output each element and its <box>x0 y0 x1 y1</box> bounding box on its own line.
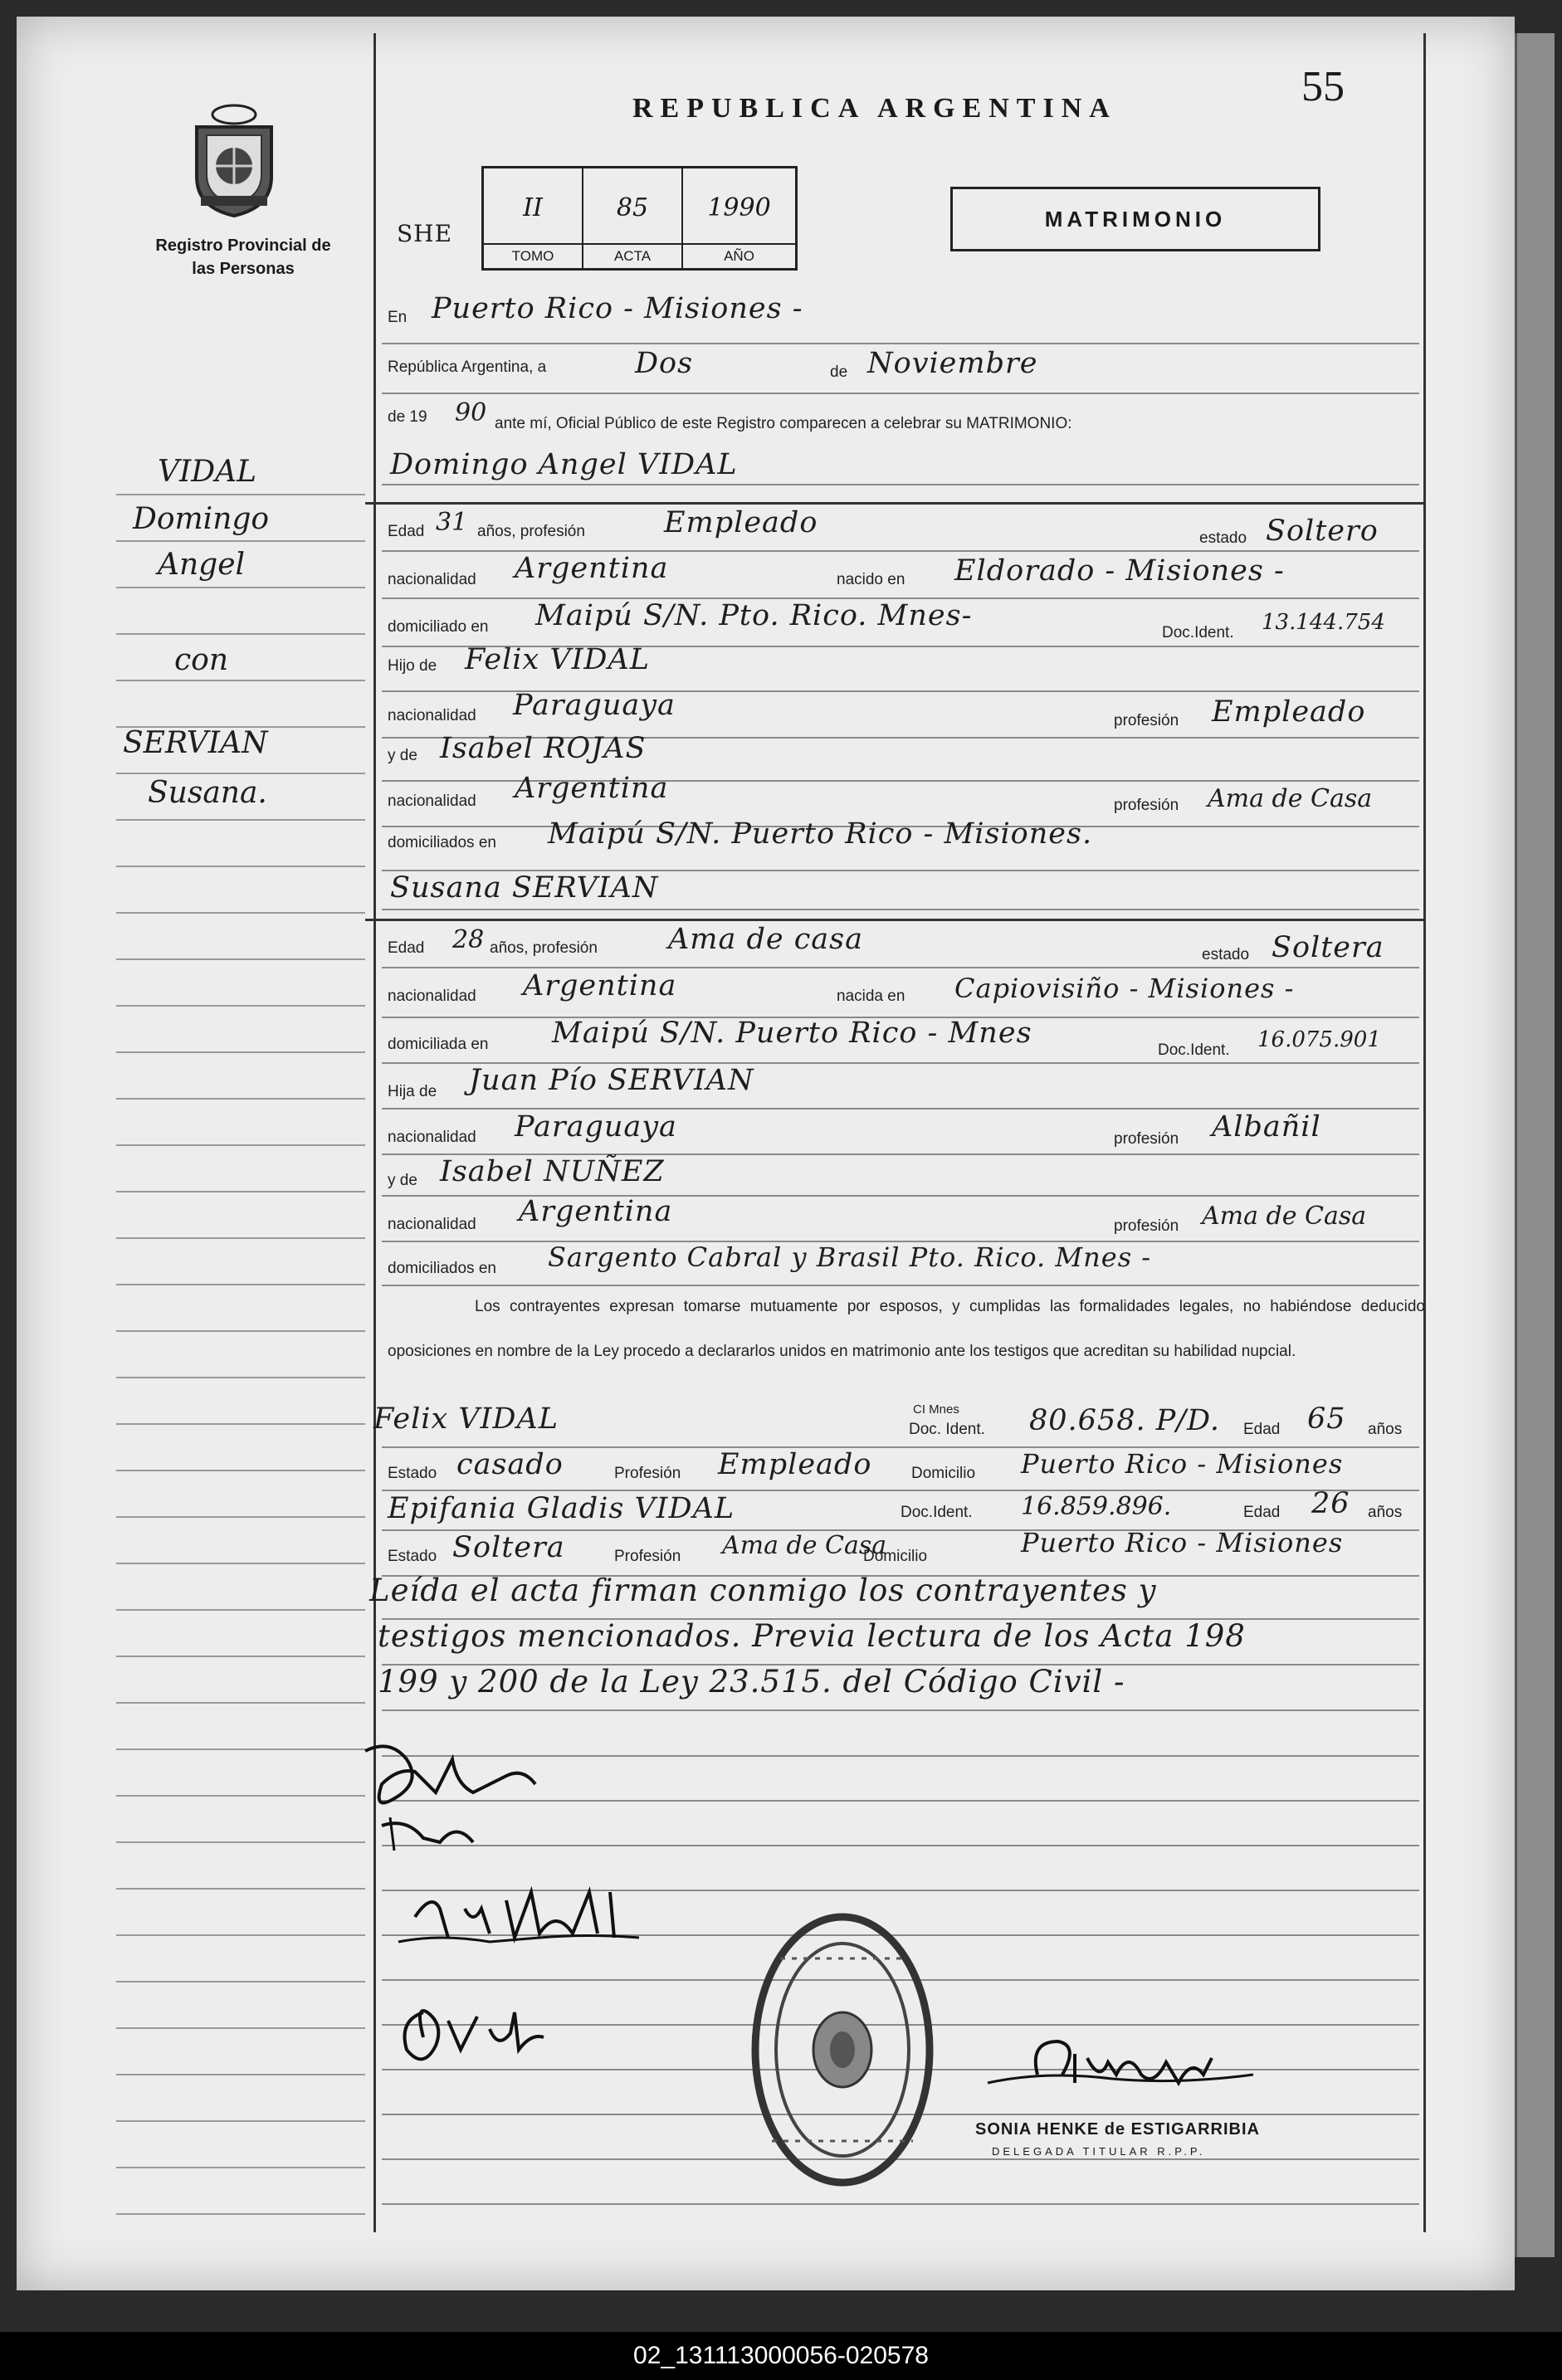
en-label: En <box>388 309 408 326</box>
bride-section-divider <box>365 919 1423 921</box>
closing-line-2: testigos mencionados. Previa lectura de los Acta 198 <box>378 1618 1246 1654</box>
margin-rule-line <box>116 2027 365 2029</box>
witness2-edad: 26 <box>1311 1487 1350 1520</box>
acta-value: 85 <box>616 193 649 222</box>
bride-edad-label: Edad <box>388 939 425 957</box>
bride-name: Susana SERVIAN <box>390 871 659 905</box>
groom-name: Domingo Angel VIDAL <box>390 448 738 481</box>
groom-doc-label: Doc.Ident. <box>1162 624 1234 641</box>
bride-mother-nac-label: nacionalidad <box>388 1216 476 1233</box>
witness2-estado: Soltera <box>452 1531 565 1564</box>
groom-anos-label: años, profesión <box>477 523 585 540</box>
registry-name: Registro Provincial de las Personas <box>155 237 331 278</box>
official-title: DELEGADA TITULAR R.P.P. <box>992 2145 1206 2158</box>
witness2-anos-label: años <box>1368 1504 1403 1521</box>
witness1-doc-note: CI Mnes <box>913 1402 959 1417</box>
margin-rule-line <box>116 1841 365 1843</box>
ruled-line <box>382 484 1419 485</box>
witness1-profesion-label: Profesión <box>614 1465 681 1482</box>
witness2-doc: 16.859.896. <box>1021 1492 1172 1521</box>
margin-rule-line <box>116 866 365 867</box>
country-title: REPUBLICA ARGENTINA <box>632 93 1117 124</box>
groom-edad-label: Edad <box>388 523 425 540</box>
groom-mother-prof: Ama de Casa <box>1208 784 1373 813</box>
margin-rule-line <box>116 1563 365 1564</box>
margin-rule-line <box>116 1702 365 1704</box>
act-type-box: MATRIMONIO <box>950 187 1320 251</box>
margin-rule-line <box>116 1656 365 1657</box>
bride-doc: 16.075.901 <box>1257 1027 1381 1052</box>
groom-mother-nac: Argentina <box>515 772 669 805</box>
tomo-value: II <box>523 193 543 222</box>
margin-rule-line <box>116 1888 365 1890</box>
signature-official <box>979 2025 1278 2120</box>
groom-estado-label: estado <box>1199 529 1247 547</box>
witness1-profesion: Empleado <box>718 1448 872 1481</box>
witness1-estado-label: Estado <box>388 1465 437 1482</box>
acta-label: ACTA <box>583 243 681 268</box>
groom-section-divider <box>365 502 1423 505</box>
closing-line-1: Leída el acta firman conmigo los contrayentes y <box>369 1573 1157 1608</box>
margin-note-surname: VIDAL <box>158 455 256 489</box>
groom-dom-label: domiciliado en <box>388 618 489 636</box>
ano-label: AÑO <box>683 243 795 268</box>
book-binding <box>1515 33 1555 2257</box>
bride-dom-label: domiciliada en <box>388 1036 489 1053</box>
republica-label: República Argentina, a <box>388 358 547 376</box>
margin-rule-line <box>116 1191 365 1192</box>
groom-parents-dom-label: domiciliados en <box>388 834 496 851</box>
margin-rule-line <box>116 773 365 774</box>
groom-nacido-label: nacido en <box>837 571 905 588</box>
margin-rule-line <box>116 494 365 495</box>
groom-hijo-label: Hijo de <box>388 657 437 675</box>
margin-rule-line <box>116 1423 365 1425</box>
margin-rule-line <box>116 1284 365 1285</box>
bride-mother-nac: Argentina <box>519 1195 673 1228</box>
bride-estado-label: estado <box>1202 946 1250 963</box>
ruled-line <box>382 909 1419 910</box>
page-number: 55 <box>1301 63 1345 110</box>
groom-doc: 13.144.754 <box>1262 610 1385 635</box>
groom-edad: 31 <box>436 508 468 537</box>
place-value: Puerto Rico - Misiones - <box>432 292 803 325</box>
year-prefix: de 19 <box>388 408 427 426</box>
groom-yde-label: y de <box>388 747 417 764</box>
bride-anos-label: años, profesión <box>490 939 598 957</box>
bride-edad: 28 <box>452 925 485 954</box>
bride-profesion: Ama de casa <box>668 923 863 956</box>
bride-hija-label: Hija de <box>388 1083 437 1100</box>
bride-mother-prof-label: profesión <box>1114 1217 1179 1235</box>
witness2-profesion: Ama de Casa <box>722 1531 887 1560</box>
margin-rule-line <box>116 958 365 960</box>
witness1-domicilio: Puerto Rico - Misiones <box>1021 1448 1344 1480</box>
bride-parents-dom-label: domiciliados en <box>388 1260 496 1277</box>
margin-note-con: con <box>174 643 229 677</box>
groom-nac-label: nacionalidad <box>388 571 476 588</box>
margin-rule-line <box>116 1981 365 1983</box>
bride-father: Juan Pío SERVIAN <box>469 1064 754 1097</box>
witness1-edad-label: Edad <box>1243 1421 1281 1438</box>
witness2-profesion-label: Profesión <box>614 1548 681 1565</box>
margin-rule-line <box>116 633 365 635</box>
margin-rule-line <box>116 1098 365 1100</box>
groom-parents-dom: Maipú S/N. Puerto Rico - Misiones. <box>548 817 1093 851</box>
witness2-domicilio-label: Domicilio <box>863 1548 928 1565</box>
margin-rule-line <box>116 1377 365 1378</box>
ano-value: 1990 <box>707 193 771 222</box>
witness1-anos-label: años <box>1368 1421 1403 1438</box>
bride-father-nac: Paraguaya <box>515 1110 677 1144</box>
margin-rule-line <box>116 1470 365 1471</box>
bride-nacionalidad: Argentina <box>523 969 677 1002</box>
margin-rule-line <box>116 587 365 588</box>
intro-text: ante mí, Oficial Público de este Registro comparecen a celebrar su MATRIMONIO: <box>495 415 1072 432</box>
bride-mother: Isabel NUÑEZ <box>440 1155 665 1188</box>
official-seal-stamp <box>747 1909 938 2195</box>
margin-rule-line <box>116 680 365 681</box>
bride-mother-prof: Ama de Casa <box>1202 1202 1367 1231</box>
bride-parents-dom: Sargento Cabral y Brasil Pto. Rico. Mnes - <box>548 1241 1152 1273</box>
tomo-acta-ano-box <box>481 166 798 271</box>
witness2-edad-label: Edad <box>1243 1504 1281 1521</box>
month-value: Noviembre <box>867 347 1038 380</box>
signature-groom <box>357 1734 556 1880</box>
bride-nac-label: nacionalidad <box>388 988 476 1005</box>
margin-rule-line <box>116 2167 365 2168</box>
groom-father-prof-label: profesión <box>1114 712 1179 729</box>
bride-doc-label: Doc.Ident. <box>1158 1041 1230 1059</box>
groom-mother: Isabel ROJAS <box>440 732 647 765</box>
witness2-name: Epifania Gladis VIDAL <box>388 1492 735 1525</box>
groom-mother-nac-label: nacionalidad <box>388 793 476 810</box>
witness1-edad: 65 <box>1307 1402 1346 1436</box>
bride-estado: Soltera <box>1272 931 1384 964</box>
margin-rule-line <box>116 1051 365 1053</box>
margin-rule-line <box>116 2120 365 2122</box>
ruled-line <box>382 1709 1419 1711</box>
margin-divider-line <box>373 33 376 2232</box>
margin-rule-line <box>116 540 365 542</box>
witness1-doc: 80.658. P/D. <box>1029 1404 1220 1437</box>
declaration-text: Los contrayentes expresan tomarse mutuamente por esposos, y cumplidas las formalidades legales, no habiéndose deducido oposiciones en nombre de la Ley procedo a declararlos unidos en matrimonio ante los testigos que acreditan su habilidad nupcial. <box>388 1298 1425 1360</box>
bride-father-prof-label: profesión <box>1114 1130 1179 1148</box>
witness2-doc-label: Doc.Ident. <box>901 1504 973 1521</box>
margin-rule-line <box>116 2213 365 2215</box>
footer-code: 02_131113000056-020578 <box>0 2332 1562 2380</box>
groom-father-nac-label: nacionalidad <box>388 707 476 724</box>
margin-note-given2: Angel <box>158 548 246 582</box>
ruled-line <box>382 393 1419 394</box>
groom-estado: Soltero <box>1266 515 1379 548</box>
groom-father-prof: Empleado <box>1212 695 1366 729</box>
signature-epifania <box>390 1987 556 2083</box>
tomo-label: TOMO <box>484 243 582 268</box>
year-value: 90 <box>455 398 487 427</box>
margin-rule-line <box>116 1005 365 1007</box>
ano-cell <box>683 168 795 268</box>
right-border-line <box>1423 33 1426 2232</box>
margin-rule-line <box>116 1609 365 1611</box>
margin-note-given3: Susana. <box>148 776 267 810</box>
bride-yde-label: y de <box>388 1172 417 1189</box>
ruled-line <box>382 1108 1419 1110</box>
witness1-doc-label: Doc. Ident. <box>909 1421 985 1438</box>
ruled-line <box>382 2203 1419 2205</box>
groom-father: Felix VIDAL <box>465 643 651 676</box>
margin-rule-line <box>116 1237 365 1239</box>
day-value: Dos <box>635 347 694 380</box>
ruled-line <box>382 343 1419 344</box>
margin-note-surname2: SERVIAN <box>123 726 268 760</box>
ruled-line <box>382 967 1419 968</box>
margin-rule-line <box>116 1934 365 1936</box>
margin-rule-line <box>116 1144 365 1146</box>
de-label: de <box>830 363 848 381</box>
signature-felix <box>390 1875 656 1971</box>
margin-rule-line <box>116 1795 365 1797</box>
witness2-estado-label: Estado <box>388 1548 437 1565</box>
groom-father-nac: Paraguaya <box>513 689 676 722</box>
margin-rule-line <box>116 2074 365 2075</box>
groom-mother-prof-label: profesión <box>1114 797 1179 814</box>
bride-father-nac-label: nacionalidad <box>388 1129 476 1146</box>
witness1-name: Felix VIDAL <box>373 1402 559 1436</box>
groom-nacido: Eldorado - Misiones - <box>954 554 1285 588</box>
provincial-emblem <box>184 98 284 222</box>
groom-profesion: Empleado <box>664 506 818 539</box>
acta-cell <box>583 168 683 268</box>
margin-rule-line <box>116 912 365 914</box>
groom-nacionalidad: Argentina <box>515 552 669 585</box>
ruled-line <box>382 1490 1419 1491</box>
official-name: SONIA HENKE de ESTIGARRIBIA <box>975 2120 1260 2139</box>
bride-father-prof: Albañil <box>1212 1110 1321 1144</box>
bride-nacida-label: nacida en <box>837 988 905 1005</box>
margin-note-given1: Domingo <box>133 502 270 536</box>
margin-rule-line <box>116 819 365 821</box>
closing-line-3: 199 y 200 de la Ley 23.515. del Código Civil - <box>378 1664 1125 1700</box>
bride-nacida: Capiovisiño - Misiones - <box>954 973 1295 1004</box>
margin-rule-line <box>116 1748 365 1750</box>
margin-rule-line <box>116 1330 365 1332</box>
tomo-cell <box>484 168 583 268</box>
witness1-estado: casado <box>456 1448 564 1481</box>
margin-rule-line <box>116 1516 365 1518</box>
witness1-domicilio-label: Domicilio <box>911 1465 976 1482</box>
bride-domicilio: Maipú S/N. Puerto Rico - Mnes <box>552 1017 1032 1050</box>
she-label: SHE <box>397 220 453 247</box>
witness2-domicilio: Puerto Rico - Misiones <box>1021 1527 1344 1558</box>
groom-domicilio: Maipú S/N. Pto. Rico. Mnes- <box>535 599 973 632</box>
